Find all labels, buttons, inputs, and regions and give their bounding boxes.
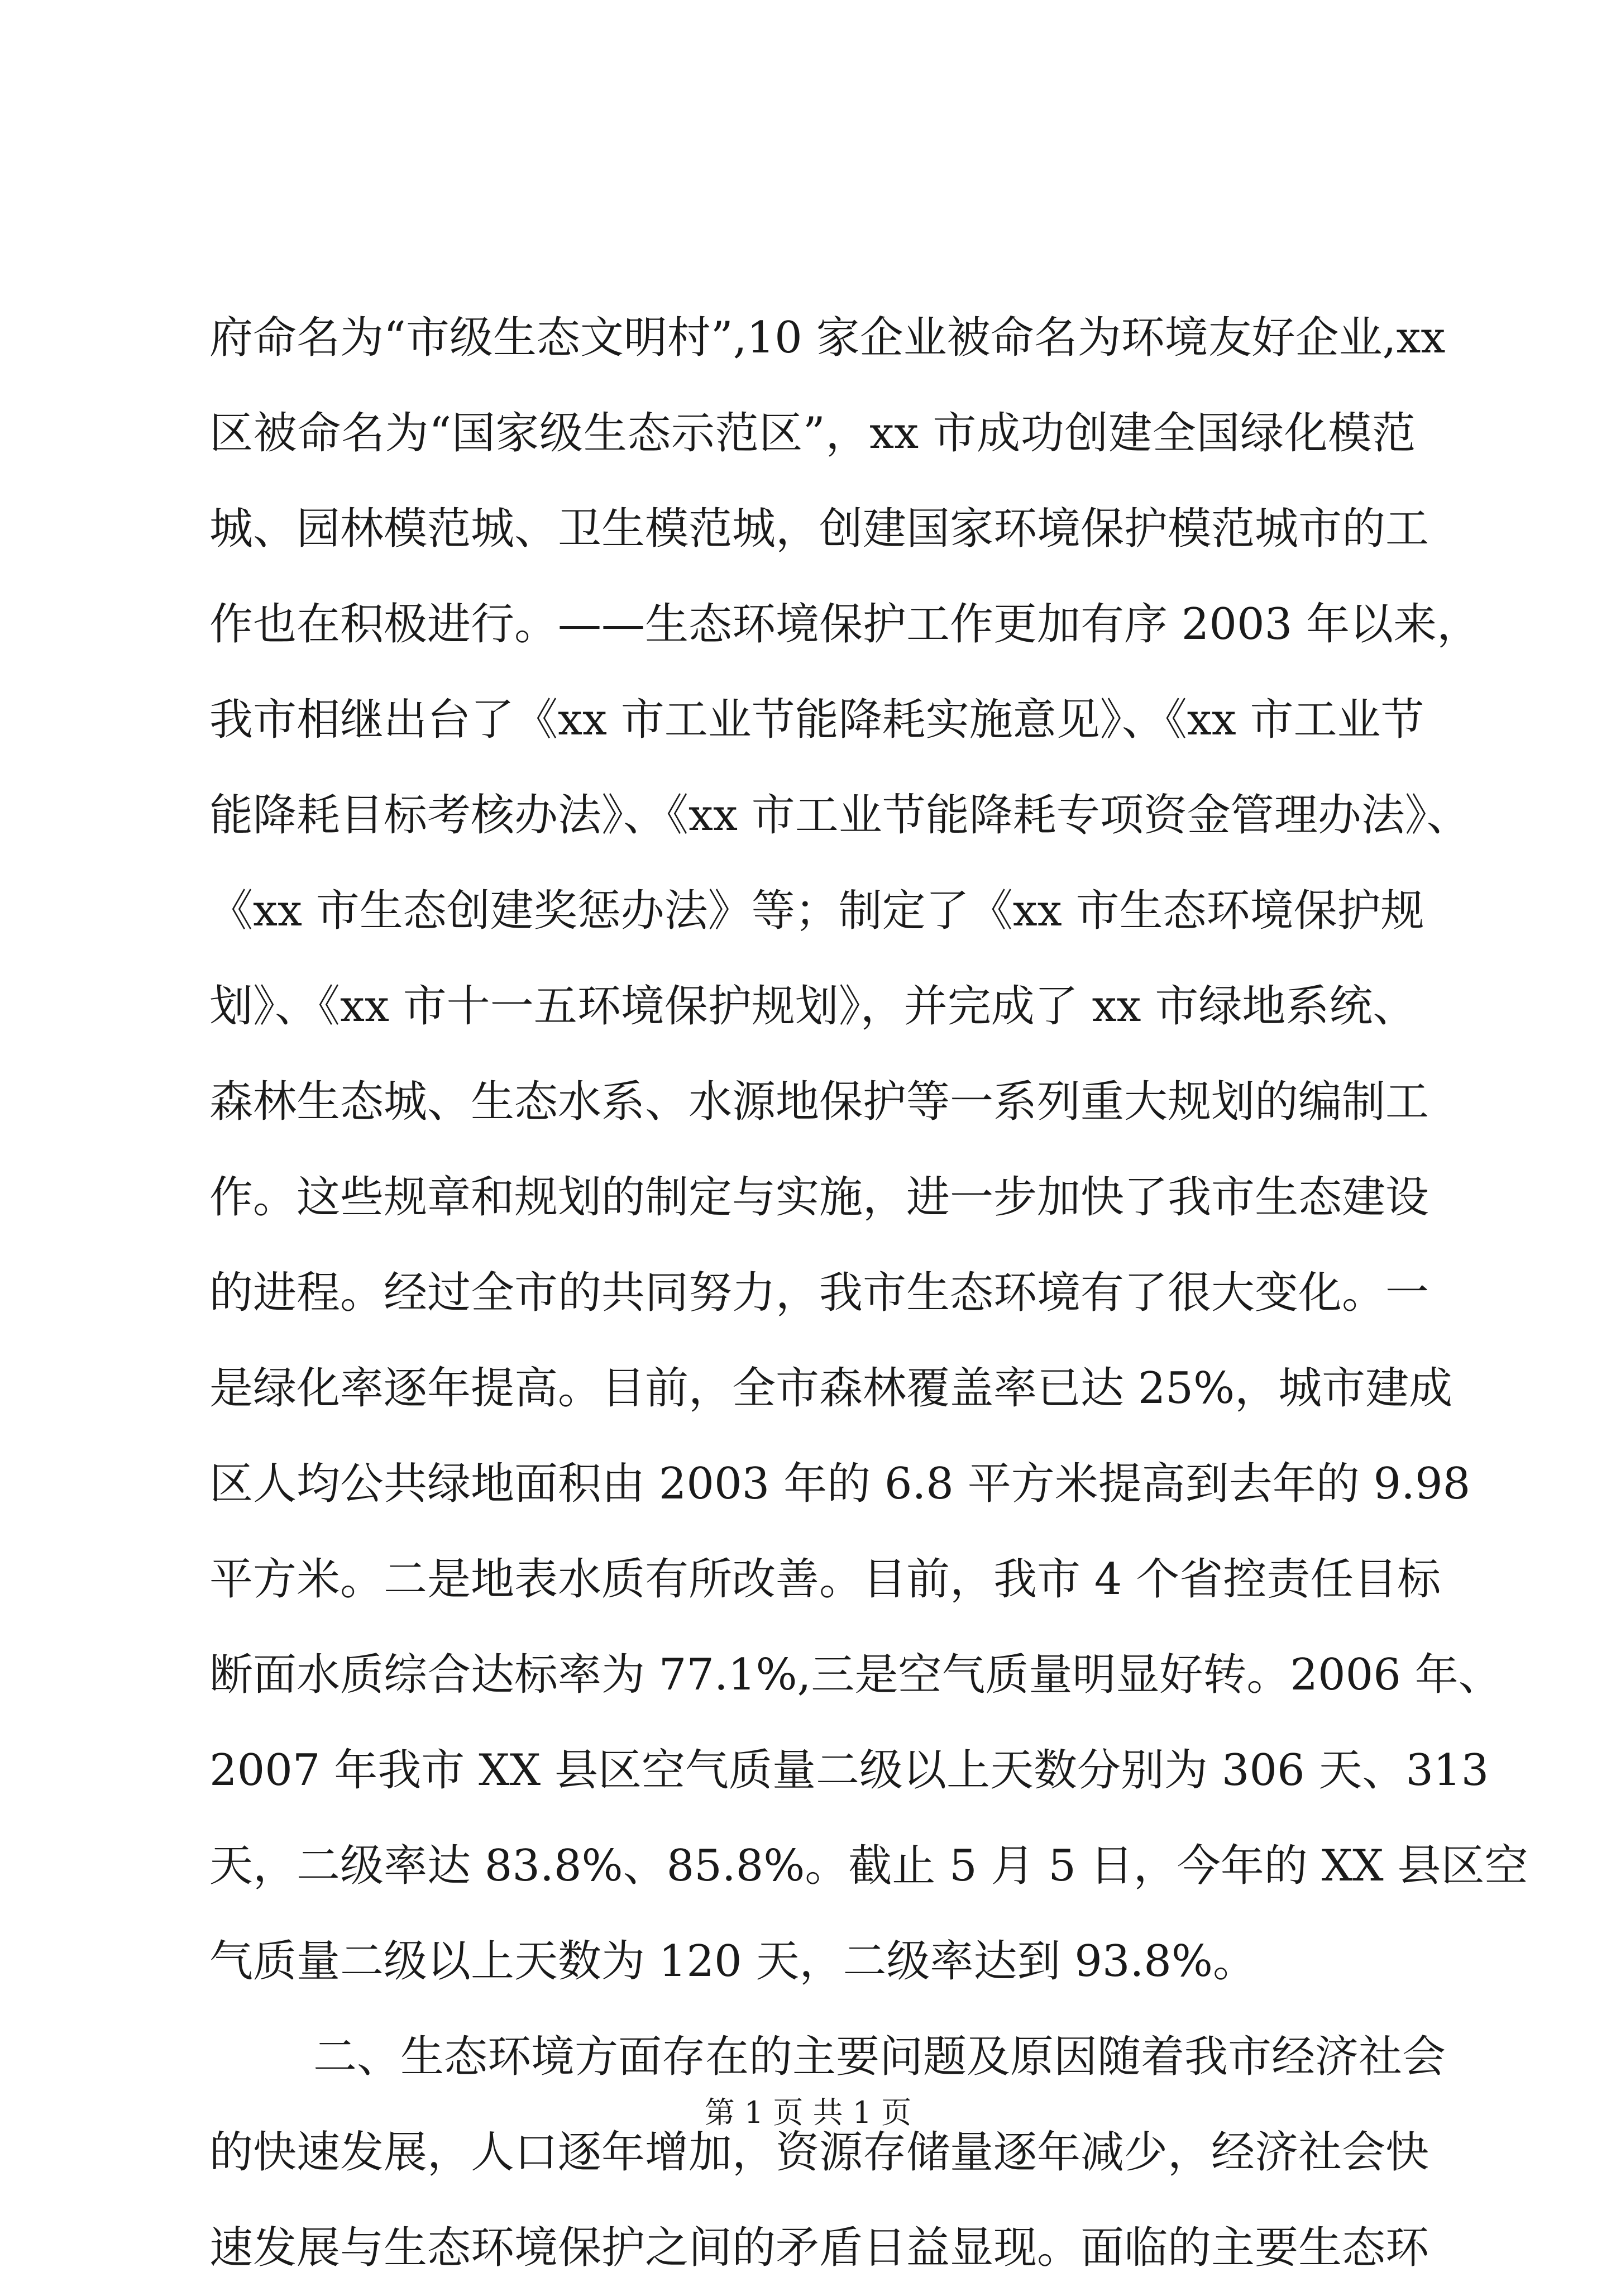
text-line: 平方米。二是地表水质有所改善。目前，我市 4 个省控责任目标	[209, 1554, 1441, 1605]
text-line: 作。这些规章和规划的制定与实施，进一步加快了我市生态建设	[209, 1172, 1429, 1223]
text-line: 府命名为“市级生态文明村”,10 家企业被命名为环境友好企业,xx	[209, 313, 1446, 363]
text-line: 气质量二级以上天数为 120 天，二级率达到 93.8%。	[209, 1936, 1257, 1987]
text-line: 我市相继出台了《xx 市工业节能降耗实施意见》、《xx 市工业节	[209, 695, 1424, 745]
text-line: 作也在积极进行。——生态环境保护工作更加有序 2003 年以来，	[209, 599, 1481, 650]
text-line: 划》、《xx 市十一五环境保护规划》，并完成了 xx 市绿地系统、	[209, 981, 1417, 1032]
text-line: 区被命名为“国家级生态示范区”，xx 市成功创建全国绿化模范	[209, 408, 1416, 459]
text-line: 能降耗目标考核办法》、《xx 市工业节能降耗专项资金管理办法》、	[209, 790, 1470, 841]
paragraph-heading-line: 二、生态环境方面存在的主要问题及原因随着我市经济社会	[313, 2032, 1446, 2082]
text-line: 森林生态城、生态水系、水源地保护等一系列重大规划的编制工	[209, 1077, 1429, 1127]
page-footer: 第 1 页 共 1 页	[704, 2095, 912, 2130]
text-line: 的快速发展，人口逐年增加，资源存储量逐年减少，经济社会快	[209, 2127, 1429, 2178]
text-line: 断面水质综合达标率为 77.1%,三是空气质量明显好转。2006 年、	[209, 1650, 1502, 1700]
text-line: 速发展与生态环境保护之间的矛盾日益显现。面临的主要生态环	[209, 2223, 1429, 2273]
text-line: 区人均公共绿地面积由 2003 年的 6.8 平方米提高到去年的 9.98	[209, 1459, 1471, 1509]
document-body	[209, 290, 1528, 2296]
text-line: 是绿化率逐年提高。目前，全市森林覆盖率已达 25%，城市建成	[209, 1363, 1453, 1414]
text-line: 《xx 市生态创建奖惩办法》等；制定了《xx 市生态环境保护规	[209, 886, 1424, 936]
text-line: 2007 年我市 XX 县区空气质量二级以上天数分别为 306 天、313	[209, 1745, 1489, 1796]
text-line: 的进程。经过全市的共同努力，我市生态环境有了很大变化。一	[209, 1268, 1429, 1318]
text-line: 城、园林模范城、卫生模范城，创建国家环境保护模范城市的工	[209, 504, 1429, 554]
text-line: 天，二级率达 83.8%、85.8%。截止 5 月 5 日，今年的 XX 县区空	[209, 1841, 1528, 1891]
